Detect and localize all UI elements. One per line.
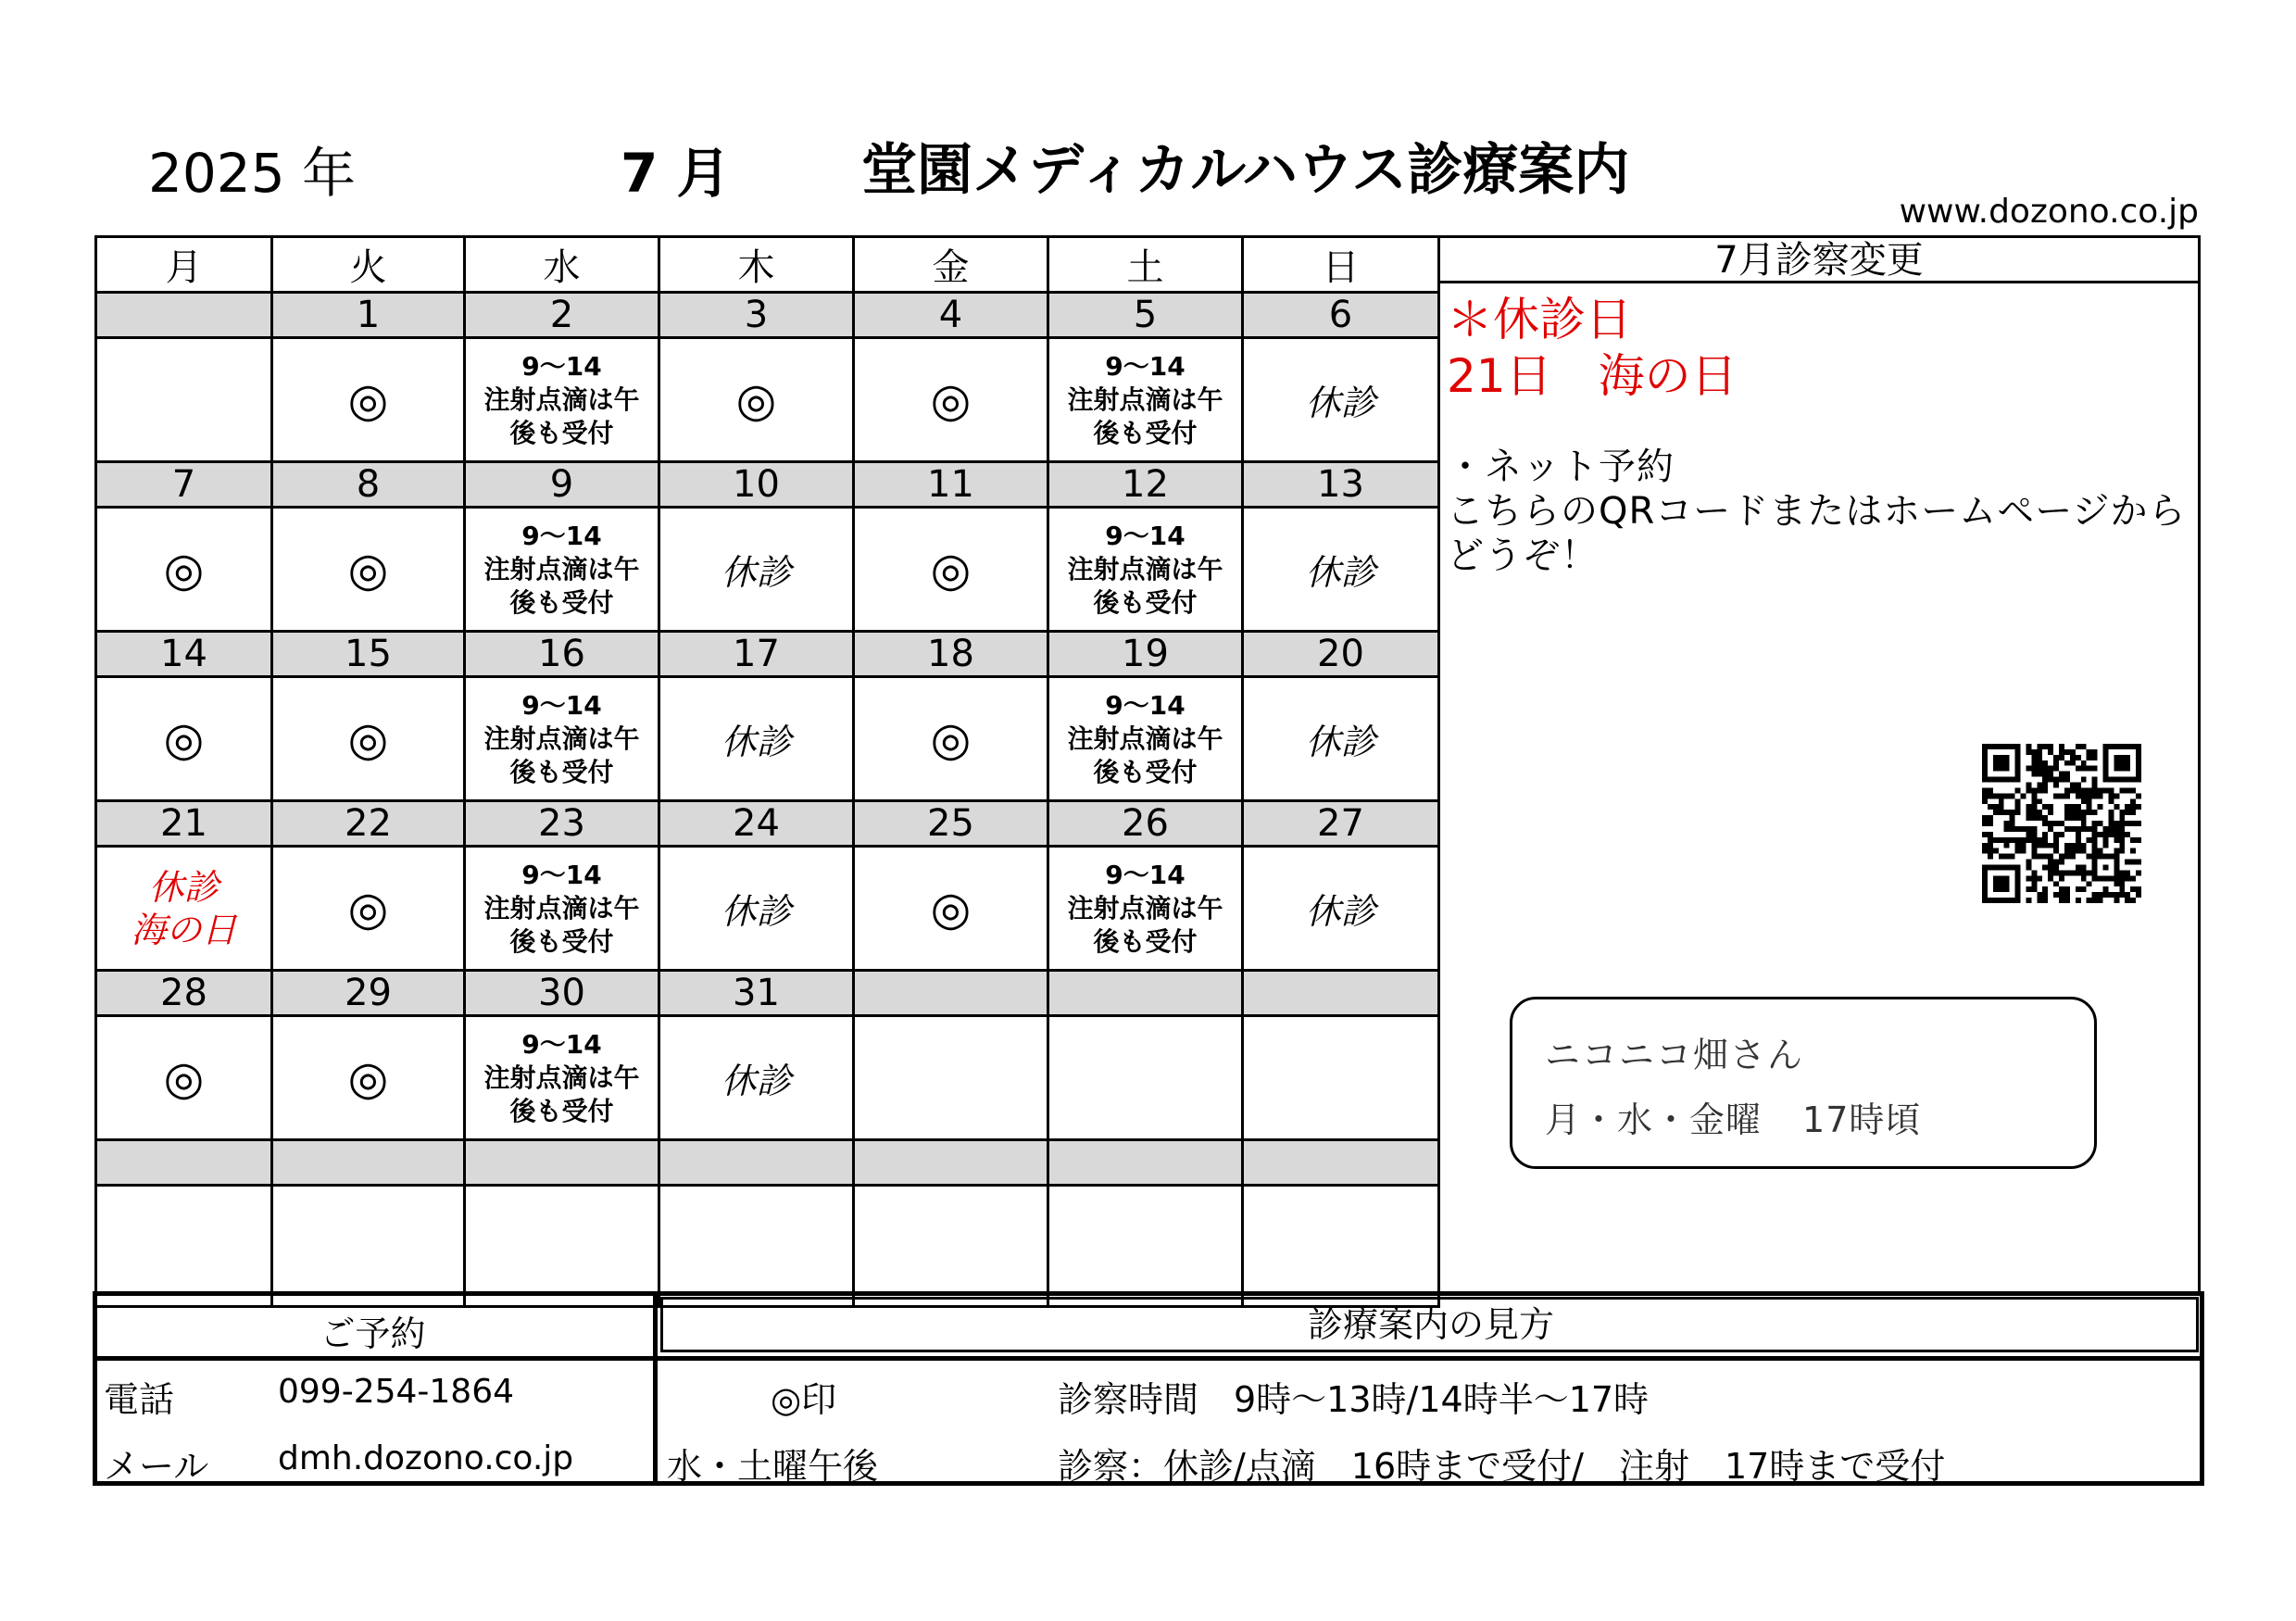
bottom-heading-rule xyxy=(93,1356,2204,1361)
note-line: 注射点滴は午 xyxy=(483,1062,640,1093)
weekday-header-row xyxy=(96,237,1439,293)
note-line-2: 後も受付 xyxy=(1093,586,1198,618)
day-status-cell xyxy=(659,508,854,632)
day-status-cell xyxy=(854,677,1048,801)
day-status-cell xyxy=(1243,1016,1439,1140)
date-number xyxy=(96,293,272,338)
date-number: 17 xyxy=(659,632,854,677)
date-number: 29 xyxy=(272,971,465,1016)
date-number-row xyxy=(96,971,1439,1016)
guide-wed-sat-hours: 診察：休診/点滴 16時まで受付/ 注射 17時まで受付 xyxy=(1058,1446,1946,1487)
day-status-cell xyxy=(854,1186,1048,1307)
wed-sat-hours-note xyxy=(1049,859,1241,959)
schedule-row xyxy=(96,847,1439,971)
qr-code-icon[interactable] xyxy=(1982,737,2141,910)
date-number: 4 xyxy=(854,293,1048,338)
day-status-cell xyxy=(96,338,272,462)
weekday-sat: 土 xyxy=(1048,237,1243,293)
date-number: 23 xyxy=(465,801,659,847)
date-number xyxy=(465,1140,659,1186)
date-number: 25 xyxy=(854,801,1048,847)
schedule-row xyxy=(96,1016,1439,1140)
date-number: 15 xyxy=(272,632,465,677)
closed-label: 休診 xyxy=(721,552,792,593)
note-line-2: 後も受付 xyxy=(1093,925,1198,957)
nico-farm-title: ニコニコ畑さん xyxy=(1545,1035,1805,1075)
phone-number[interactable]: 099-254-1864 xyxy=(278,1373,515,1411)
hours-line: 9～14 xyxy=(521,859,602,890)
open-mark: ◎ xyxy=(347,881,389,936)
open-mark: ◎ xyxy=(347,711,389,766)
date-number: 2 xyxy=(465,293,659,338)
day-status-cell xyxy=(1243,508,1439,632)
open-mark: ◎ xyxy=(735,372,777,427)
day-status-cell xyxy=(465,677,659,801)
date-number: 8 xyxy=(272,462,465,508)
hours-line: 9～14 xyxy=(521,350,602,382)
date-number xyxy=(854,971,1048,1016)
note-line: 注射点滴は午 xyxy=(1067,553,1223,584)
date-number: 11 xyxy=(854,462,1048,508)
calendar-body xyxy=(96,237,1439,1307)
wed-sat-hours-note xyxy=(466,520,658,620)
date-number xyxy=(659,1140,854,1186)
date-number: 31 xyxy=(659,971,854,1016)
note-line-2: 後も受付 xyxy=(509,756,614,787)
hours-line: 9～14 xyxy=(521,1028,602,1060)
closed-label: 休診 xyxy=(721,891,792,932)
date-number-row xyxy=(96,293,1439,338)
day-status-cell xyxy=(659,338,854,462)
open-mark: ◎ xyxy=(930,881,972,936)
day-status-cell xyxy=(96,508,272,632)
date-number: 14 xyxy=(96,632,272,677)
day-status-cell xyxy=(272,677,465,801)
day-status-cell xyxy=(1243,338,1439,462)
date-number-row xyxy=(96,462,1439,508)
date-number: 5 xyxy=(1048,293,1243,338)
day-status-cell xyxy=(465,1016,659,1140)
day-status-cell xyxy=(272,1016,465,1140)
date-number: 26 xyxy=(1048,801,1243,847)
note-line-2: 後も受付 xyxy=(509,417,614,448)
hours-line: 9～14 xyxy=(1105,520,1186,551)
open-mark: ◎ xyxy=(163,1050,205,1105)
date-number xyxy=(1243,1140,1439,1186)
note-line-2: 後も受付 xyxy=(509,586,614,618)
date-number: 19 xyxy=(1048,632,1243,677)
day-status-cell xyxy=(96,1016,272,1140)
day-status-cell xyxy=(659,1186,854,1307)
date-number: 30 xyxy=(465,971,659,1016)
date-number: 21 xyxy=(96,801,272,847)
mail-address[interactable]: dmh.dozono.co.jp xyxy=(278,1439,574,1477)
open-mark: ◎ xyxy=(163,542,205,597)
date-number xyxy=(1048,1140,1243,1186)
day-status-cell xyxy=(1243,1186,1439,1307)
date-number: 12 xyxy=(1048,462,1243,508)
nico-farm-days: 月・水・金曜 xyxy=(1545,1100,1763,1140)
website-url[interactable]: www.dozono.co.jp xyxy=(1899,193,2199,231)
weekday-mon: 月 xyxy=(96,237,272,293)
date-number: 13 xyxy=(1243,462,1439,508)
note-line: 注射点滴は午 xyxy=(483,383,640,415)
note-line: 注射点滴は午 xyxy=(483,892,640,924)
date-number xyxy=(272,1140,465,1186)
note-line: 注射点滴は午 xyxy=(483,553,640,584)
weekday-sun: 日 xyxy=(1243,237,1439,293)
schedule-changes-heading: 7月診察変更 xyxy=(1440,238,2198,283)
date-number: 24 xyxy=(659,801,854,847)
day-status-cell xyxy=(272,508,465,632)
day-status-cell xyxy=(854,338,1048,462)
note-line-2: 後も受付 xyxy=(1093,417,1198,448)
weekday-fri: 金 xyxy=(854,237,1048,293)
schedule-row xyxy=(96,1186,1439,1307)
day-status-cell xyxy=(465,338,659,462)
day-status-cell xyxy=(1048,338,1243,462)
closed-label: 休診 xyxy=(721,1061,792,1101)
schedule-row xyxy=(96,677,1439,801)
day-status-cell xyxy=(465,847,659,971)
note-line-2: 後も受付 xyxy=(509,925,614,957)
wed-sat-hours-note xyxy=(466,689,658,789)
guide-open-mark-label: ◎印 xyxy=(771,1379,837,1420)
note-line: 注射点滴は午 xyxy=(483,723,640,754)
date-number xyxy=(1243,971,1439,1016)
open-mark: ◎ xyxy=(347,372,389,427)
page-title: 堂園メディカルハウス診療案内 xyxy=(861,138,1630,203)
wed-sat-hours-note xyxy=(466,859,658,959)
nico-farm-box xyxy=(1510,997,2097,1169)
hours-line: 9～14 xyxy=(1105,689,1186,721)
holiday-note xyxy=(97,866,270,951)
day-status-cell xyxy=(854,847,1048,971)
date-number xyxy=(96,1140,272,1186)
date-number: 10 xyxy=(659,462,854,508)
wed-sat-hours-note xyxy=(466,350,658,450)
note-line: 注射点滴は午 xyxy=(1067,723,1223,754)
guide-heading: 診療案内の見方 xyxy=(1307,1304,1554,1345)
date-number: 27 xyxy=(1243,801,1439,847)
day-status-cell xyxy=(659,1016,854,1140)
date-number: 6 xyxy=(1243,293,1439,338)
date-number: 16 xyxy=(465,632,659,677)
wed-sat-hours-note xyxy=(1049,350,1241,450)
date-number: 1 xyxy=(272,293,465,338)
net-reservation-title: ・ネット予約 xyxy=(1447,446,1675,488)
day-status-cell xyxy=(465,508,659,632)
day-status-cell xyxy=(96,847,272,971)
hours-line: 9～14 xyxy=(521,520,602,551)
day-status-cell xyxy=(1048,677,1243,801)
day-status-cell xyxy=(96,1186,272,1307)
open-mark: ◎ xyxy=(930,542,972,597)
holiday-name: 海の日 xyxy=(131,909,237,950)
open-mark: ◎ xyxy=(347,1050,389,1105)
year-label: 2025 年 xyxy=(148,142,357,205)
date-number: 3 xyxy=(659,293,854,338)
note-line: 注射点滴は午 xyxy=(1067,383,1223,415)
open-mark: ◎ xyxy=(163,711,205,766)
wed-sat-hours-note xyxy=(1049,520,1241,620)
note-line-2: 後も受付 xyxy=(509,1095,614,1126)
date-number: 20 xyxy=(1243,632,1439,677)
net-reservation-text: こちらのQRコードまたはホームページから xyxy=(1447,490,2187,533)
closure-notice-detail: 21日 海の日 xyxy=(1447,349,1738,403)
guide-open-hours: 診察時間 9時～13時/14時半～17時 xyxy=(1058,1379,1650,1420)
date-number-row xyxy=(96,632,1439,677)
day-status-cell xyxy=(854,508,1048,632)
hours-line: 9～14 xyxy=(1105,859,1186,890)
day-status-cell xyxy=(1243,847,1439,971)
hours-line: 9～14 xyxy=(521,689,602,721)
day-status-cell xyxy=(659,677,854,801)
weekday-wed: 水 xyxy=(465,237,659,293)
month-label: 7 月 xyxy=(621,142,731,205)
net-reservation-text-2: どうぞ！ xyxy=(1447,534,1599,577)
hours-line: 9～14 xyxy=(1105,350,1186,382)
holiday-closed: 休診 xyxy=(148,866,220,908)
day-status-cell xyxy=(465,1186,659,1307)
day-status-cell xyxy=(1243,677,1439,801)
date-number-row xyxy=(96,801,1439,847)
date-number: 18 xyxy=(854,632,1048,677)
date-number xyxy=(1048,971,1243,1016)
closed-label: 休診 xyxy=(1305,891,1376,932)
weekday-tue: 火 xyxy=(272,237,465,293)
closed-label: 休診 xyxy=(1305,552,1376,593)
day-status-cell xyxy=(659,847,854,971)
nico-farm-time: 17時頃 xyxy=(1802,1100,1922,1140)
closed-label: 休診 xyxy=(721,722,792,762)
date-number: 22 xyxy=(272,801,465,847)
wed-sat-hours-note xyxy=(1049,689,1241,789)
date-number: 9 xyxy=(465,462,659,508)
note-line-2: 後も受付 xyxy=(1093,756,1198,787)
day-status-cell xyxy=(1048,847,1243,971)
day-status-cell xyxy=(1048,508,1243,632)
date-number: 28 xyxy=(96,971,272,1016)
date-number xyxy=(854,1140,1048,1186)
closed-label: 休診 xyxy=(1305,383,1376,423)
weekday-thu: 木 xyxy=(659,237,854,293)
date-number: 7 xyxy=(96,462,272,508)
phone-label: 電話 xyxy=(104,1379,175,1420)
day-status-cell xyxy=(854,1016,1048,1140)
schedule-row xyxy=(96,338,1439,462)
guide-wed-sat-label: 水・土曜午後 xyxy=(667,1446,879,1487)
day-status-cell xyxy=(272,847,465,971)
calendar-table xyxy=(94,235,1440,1308)
reservation-heading: ご予約 xyxy=(320,1313,426,1354)
closure-notice-title: ＊休診日 xyxy=(1447,293,1632,346)
open-mark: ◎ xyxy=(347,542,389,597)
day-status-cell xyxy=(272,338,465,462)
open-mark: ◎ xyxy=(930,711,972,766)
wed-sat-hours-note xyxy=(466,1028,658,1128)
closed-label: 休診 xyxy=(1305,722,1376,762)
day-status-cell xyxy=(272,1186,465,1307)
day-status-cell xyxy=(1048,1016,1243,1140)
mail-label: メール xyxy=(104,1446,209,1487)
day-status-cell xyxy=(96,677,272,801)
note-line: 注射点滴は午 xyxy=(1067,892,1223,924)
open-mark: ◎ xyxy=(930,372,972,427)
date-number-row xyxy=(96,1140,1439,1186)
schedule-row xyxy=(96,508,1439,632)
nico-farm-schedule xyxy=(1545,1091,1921,1142)
day-status-cell xyxy=(1048,1186,1243,1307)
